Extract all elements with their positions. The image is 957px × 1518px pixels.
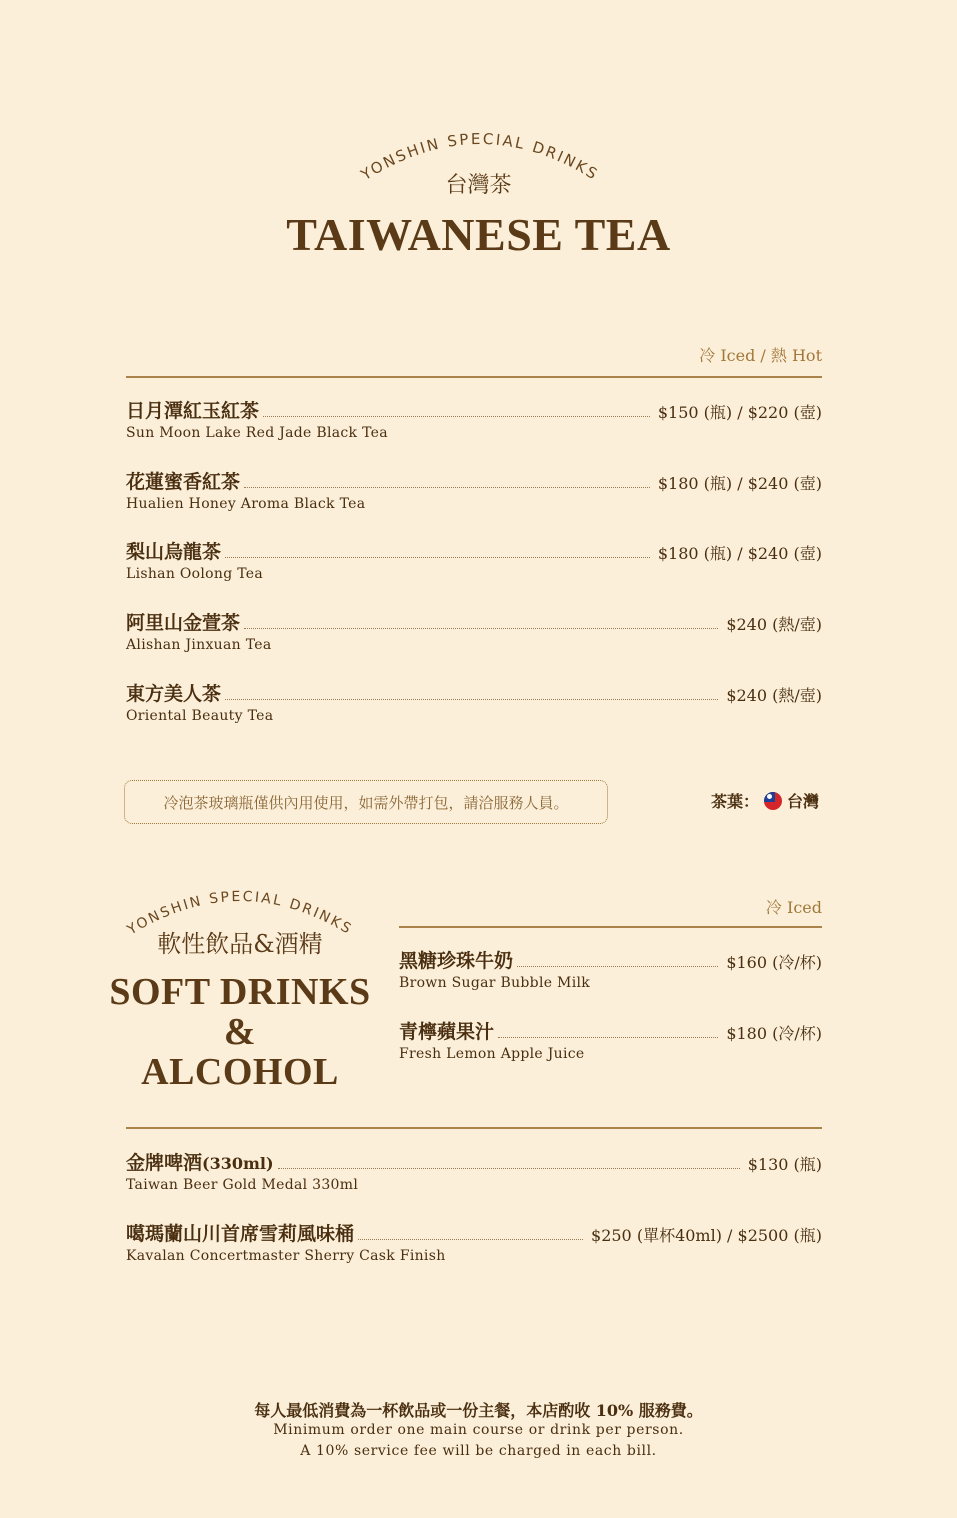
origin-label: 茶葉： [710,792,759,811]
tea-divider [126,376,822,378]
soft-column-label: 冷 Iced [765,898,822,917]
item-en-name: Hualien Honey Aroma Black Tea [126,496,366,512]
item-en-name: Oriental Beauty Tea [126,708,274,724]
svg-text:YONSHIN SPECIAL DRINKS: YONSHIN SPECIAL DRINKS [124,888,356,939]
item-price: $180 (瓶) / $240 (壺) [657,544,822,563]
item-volume: (330ml) [202,1154,274,1173]
item-zh-name: 東方美人茶 [126,683,222,705]
alcohol-divider [126,1127,822,1129]
tea-en-title: TAIWANESE TEA [286,209,671,260]
item-price: $240 (熱/壺) [726,686,822,705]
menu-item [126,1219,822,1264]
soft-en-title-line2: & [223,1011,257,1053]
item-zh-name: 日月潭紅玉紅茶 [126,400,260,422]
menu-item [126,537,822,582]
origin-value: 台灣 [786,792,819,811]
menu-item [399,946,822,991]
leader-dots [498,1036,718,1038]
item-en-name: Alishan Jinxuan Tea [126,637,272,653]
item-en-name: Fresh Lemon Apple Juice [399,1046,585,1062]
item-en-name: Sun Moon Lake Red Jade Black Tea [126,425,388,441]
item-en-name: Lishan Oolong Tea [126,566,264,582]
leader-dots [263,415,650,417]
item-zh-name: 花蓮蜜香紅茶 [126,471,241,493]
item-price: $180 (瓶) / $240 (壺) [657,474,822,493]
item-price: $180 (冷/杯) [726,1024,822,1043]
item-price: $130 (瓶) [747,1155,822,1174]
note-text: 冷泡茶玻璃瓶僅供內用使用，如需外帶打包，請洽服務人員。 [163,793,569,812]
soft-zh-title: 軟性飲品&酒精 [157,930,323,958]
item-zh-name: 梨山烏龍茶 [126,541,222,563]
leader-dots [244,486,650,488]
taiwan-flag-icon [764,792,782,810]
item-en-name: Taiwan Beer Gold Medal 330ml [126,1177,359,1193]
tea-origin [711,789,819,812]
leader-dots [225,698,718,700]
cold-brew-note [124,780,608,824]
menu-item [126,396,822,441]
item-zh-name: 噶瑪蘭山川首席雪莉風味桶 [126,1223,355,1245]
footer-zh: 每人最低消費為一杯飲品或一份主餐，本店酌收 10% 服務費。 [254,1401,703,1420]
item-price: $160 (冷/杯) [726,953,822,972]
item-price: $250 (單杯40ml) / $2500 (瓶) [591,1226,822,1245]
footer-en-line1: Minimum order one main course or drink per person. [273,1422,684,1438]
item-zh-name: 青檸蘋果汁 [399,1021,495,1043]
item-zh-name: 阿里山金萱茶 [126,612,241,634]
menu-item [126,467,822,512]
leader-dots [278,1167,740,1169]
soft-en-title-line1: SOFT DRINKS [109,971,371,1013]
item-price: $150 (瓶) / $220 (壺) [657,403,822,422]
leader-dots [244,627,718,629]
soft-divider [399,926,822,928]
soft-en-title [90,972,390,1092]
svg-text:YONSHIN SPECIAL DRINKS: YONSHIN SPECIAL DRINKS [357,129,603,184]
item-en-name: Brown Sugar Bubble Milk [399,975,591,991]
menu-item [399,1017,822,1062]
menu-item [126,608,822,653]
item-zh-name: 金牌啤酒(330ml) [126,1152,274,1174]
tea-zh-title: 台灣茶 [445,173,512,198]
leader-dots [517,965,718,967]
item-price: $240 (熱/壺) [726,615,822,634]
item-en-name: Kavalan Concertmaster Sherry Cask Finish [126,1248,446,1264]
soft-en-title-line3: ALCOHOL [141,1051,339,1093]
footer-en-line2: A 10% service fee will be charged in each bill. [300,1443,657,1459]
leader-dots [225,556,650,558]
leader-dots [358,1238,583,1240]
tea-column-label: 冷 Iced / 熱 Hot [699,346,822,365]
item-zh-name: 黑糖珍珠牛奶 [399,950,514,972]
menu-item [126,1148,822,1193]
menu-item [126,679,822,724]
